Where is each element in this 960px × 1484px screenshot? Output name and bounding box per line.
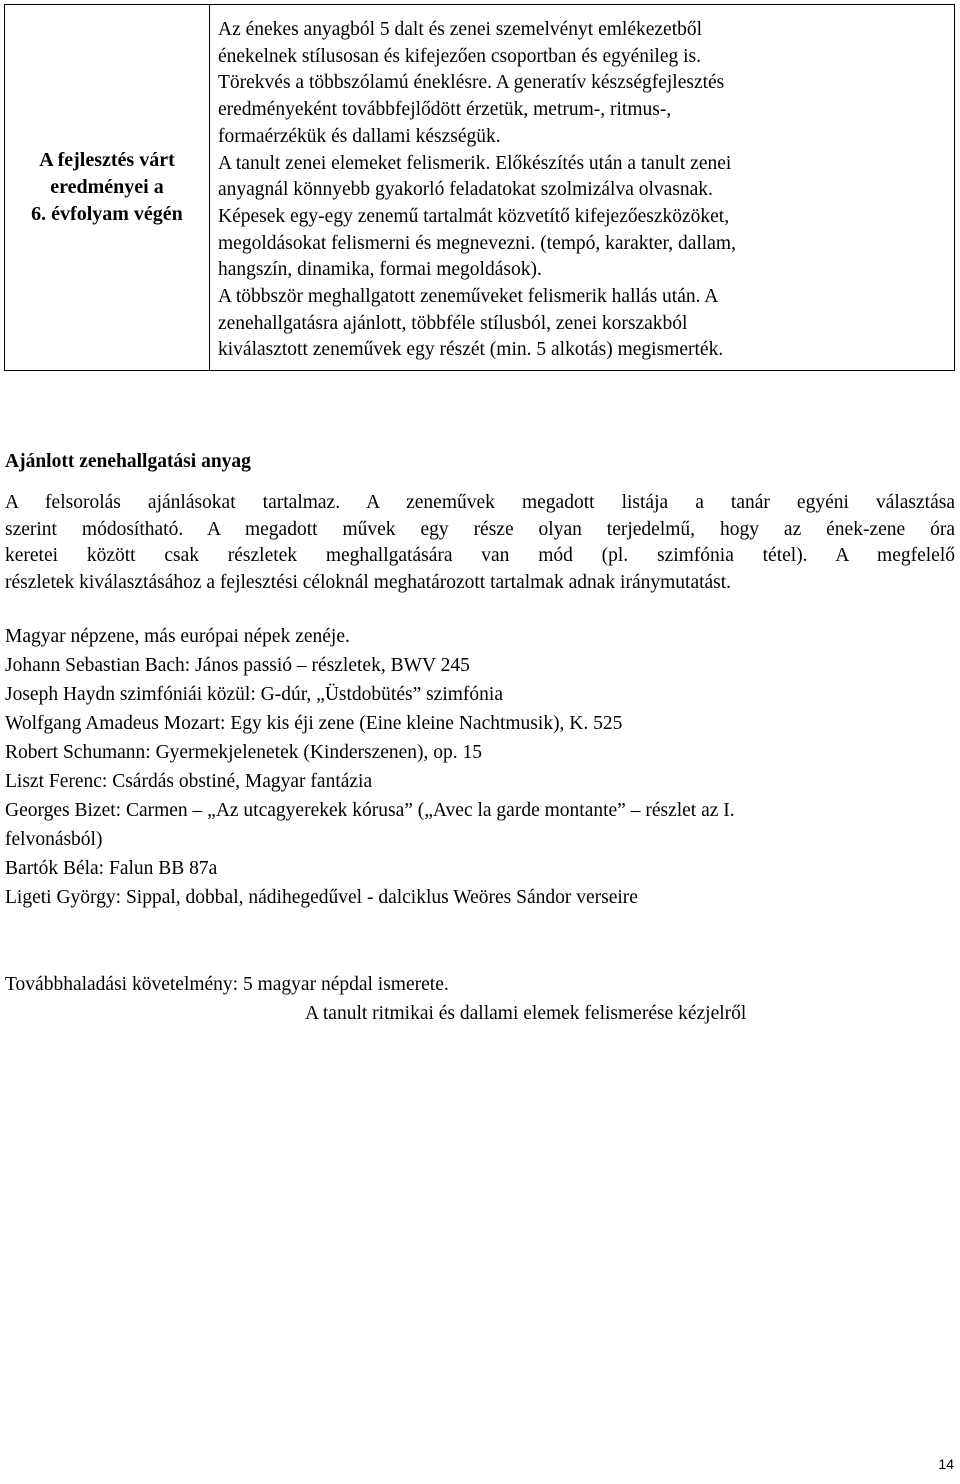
label-line: eredményei a xyxy=(50,176,164,199)
outcome-line: énekelnek stílusosan és kifejezően csoportban és egyénileg is. xyxy=(218,45,702,67)
outcome-line: kiválasztott zeneművek egy részét (min. 5 alkotás) megismerték. xyxy=(218,339,724,361)
outcome-line: megoldásokat felismerni és megnevezni. (tempó, karakter, dallam, xyxy=(218,232,736,254)
outcome-line: anyagnál könnyebb gyakorló feladatokat szolmizálva olvasnak. xyxy=(218,179,713,201)
work-item: Johann Sebastian Bach: János passió – részletek, BWV 245 xyxy=(5,655,470,676)
page-number: 14 xyxy=(938,1456,954,1472)
work-item: Magyar népzene, más európai népek zenéje. xyxy=(5,626,350,647)
intro-line: részletek kiválasztásához a fejlesztési céloknál meghatározott tartalmak adnak iránymutatást. xyxy=(5,572,732,594)
work-item: felvonásból) xyxy=(5,829,103,850)
requirement-block xyxy=(5,970,746,1028)
outcome-line: Törekvés a többszólamú éneklésre. A generatív készségfejlesztés xyxy=(218,72,725,94)
label-line: 6. évfolyam végén xyxy=(31,203,183,226)
outcome-line: zenehallgatásra ajánlott, többféle stílusból, zenei korszakból xyxy=(218,312,688,334)
outcomes-table xyxy=(4,4,955,371)
label-line: A fejlesztés várt xyxy=(39,149,175,172)
outcomes-label-cell xyxy=(5,5,210,371)
outcome-line: A többször meghallgatott zeneműveket felismerik hallás után. A xyxy=(218,286,719,308)
work-item: Joseph Haydn szimfóniái közül: G-dúr, „Üstdobütés” szimfónia xyxy=(5,684,503,705)
work-item: Bartók Béla: Falun BB 87a xyxy=(5,858,218,879)
outcome-line: hangszín, dinamika, formai megoldások). xyxy=(218,259,542,281)
listening-intro xyxy=(5,490,955,597)
intro-line: keretei között csak részletek meghallgatására van mód (pl. szimfónia tétel). A megfelelő xyxy=(5,545,955,567)
outcome-line: A tanult zenei elemeket felismerik. Előkészítés után a tanult zenei xyxy=(218,152,732,174)
outcome-line: Képesek egy-egy zenemű tartalmát közvetítő kifejezőeszközöket, xyxy=(218,205,730,227)
requirement-line: Továbbhaladási követelmény: 5 magyar népdal ismerete. xyxy=(5,974,449,995)
listening-heading: Ajánlott zenehallgatási anyag xyxy=(5,451,251,472)
work-item: Wolfgang Amadeus Mozart: Egy kis éji zene (Eine kleine Nachtmusik), K. 525 xyxy=(5,713,623,734)
outcome-line: Az énekes anyagból 5 dalt és zenei szemelvényt emlékezetből xyxy=(218,19,703,40)
intro-line: A felsorolás ajánlásokat tartalmaz. A zeneművek megadott listája a tanár egyéni választása xyxy=(5,492,955,513)
work-item: Robert Schumann: Gyermekjelenetek (Kinderszenen), op. 15 xyxy=(5,742,483,763)
requirement-line: A tanult ritmikai és dallami elemek felismerése kézjelről xyxy=(305,1003,747,1024)
outcome-line: eredményeként továbbfejlődött érzetük, metrum-, ritmus-, xyxy=(218,99,672,121)
work-item: Georges Bizet: Carmen – „Az utcagyerekek kórusa” („Avec la garde montante” – részlet az I. xyxy=(5,800,735,821)
outcomes-content-cell xyxy=(210,5,955,371)
works-list xyxy=(5,622,955,912)
outcome-line: formaérzékük és dallami készségük. xyxy=(218,125,501,147)
work-item: Liszt Ferenc: Csárdás obstiné, Magyar fantázia xyxy=(5,771,373,792)
work-item: Ligeti György: Sippal, dobbal, nádihegedűvel - dalciklus Weöres Sándor verseire xyxy=(5,887,638,908)
intro-line: szerint módosítható. A megadott művek egy része olyan terjedelmű, hogy az ének-zene óra xyxy=(5,518,955,540)
